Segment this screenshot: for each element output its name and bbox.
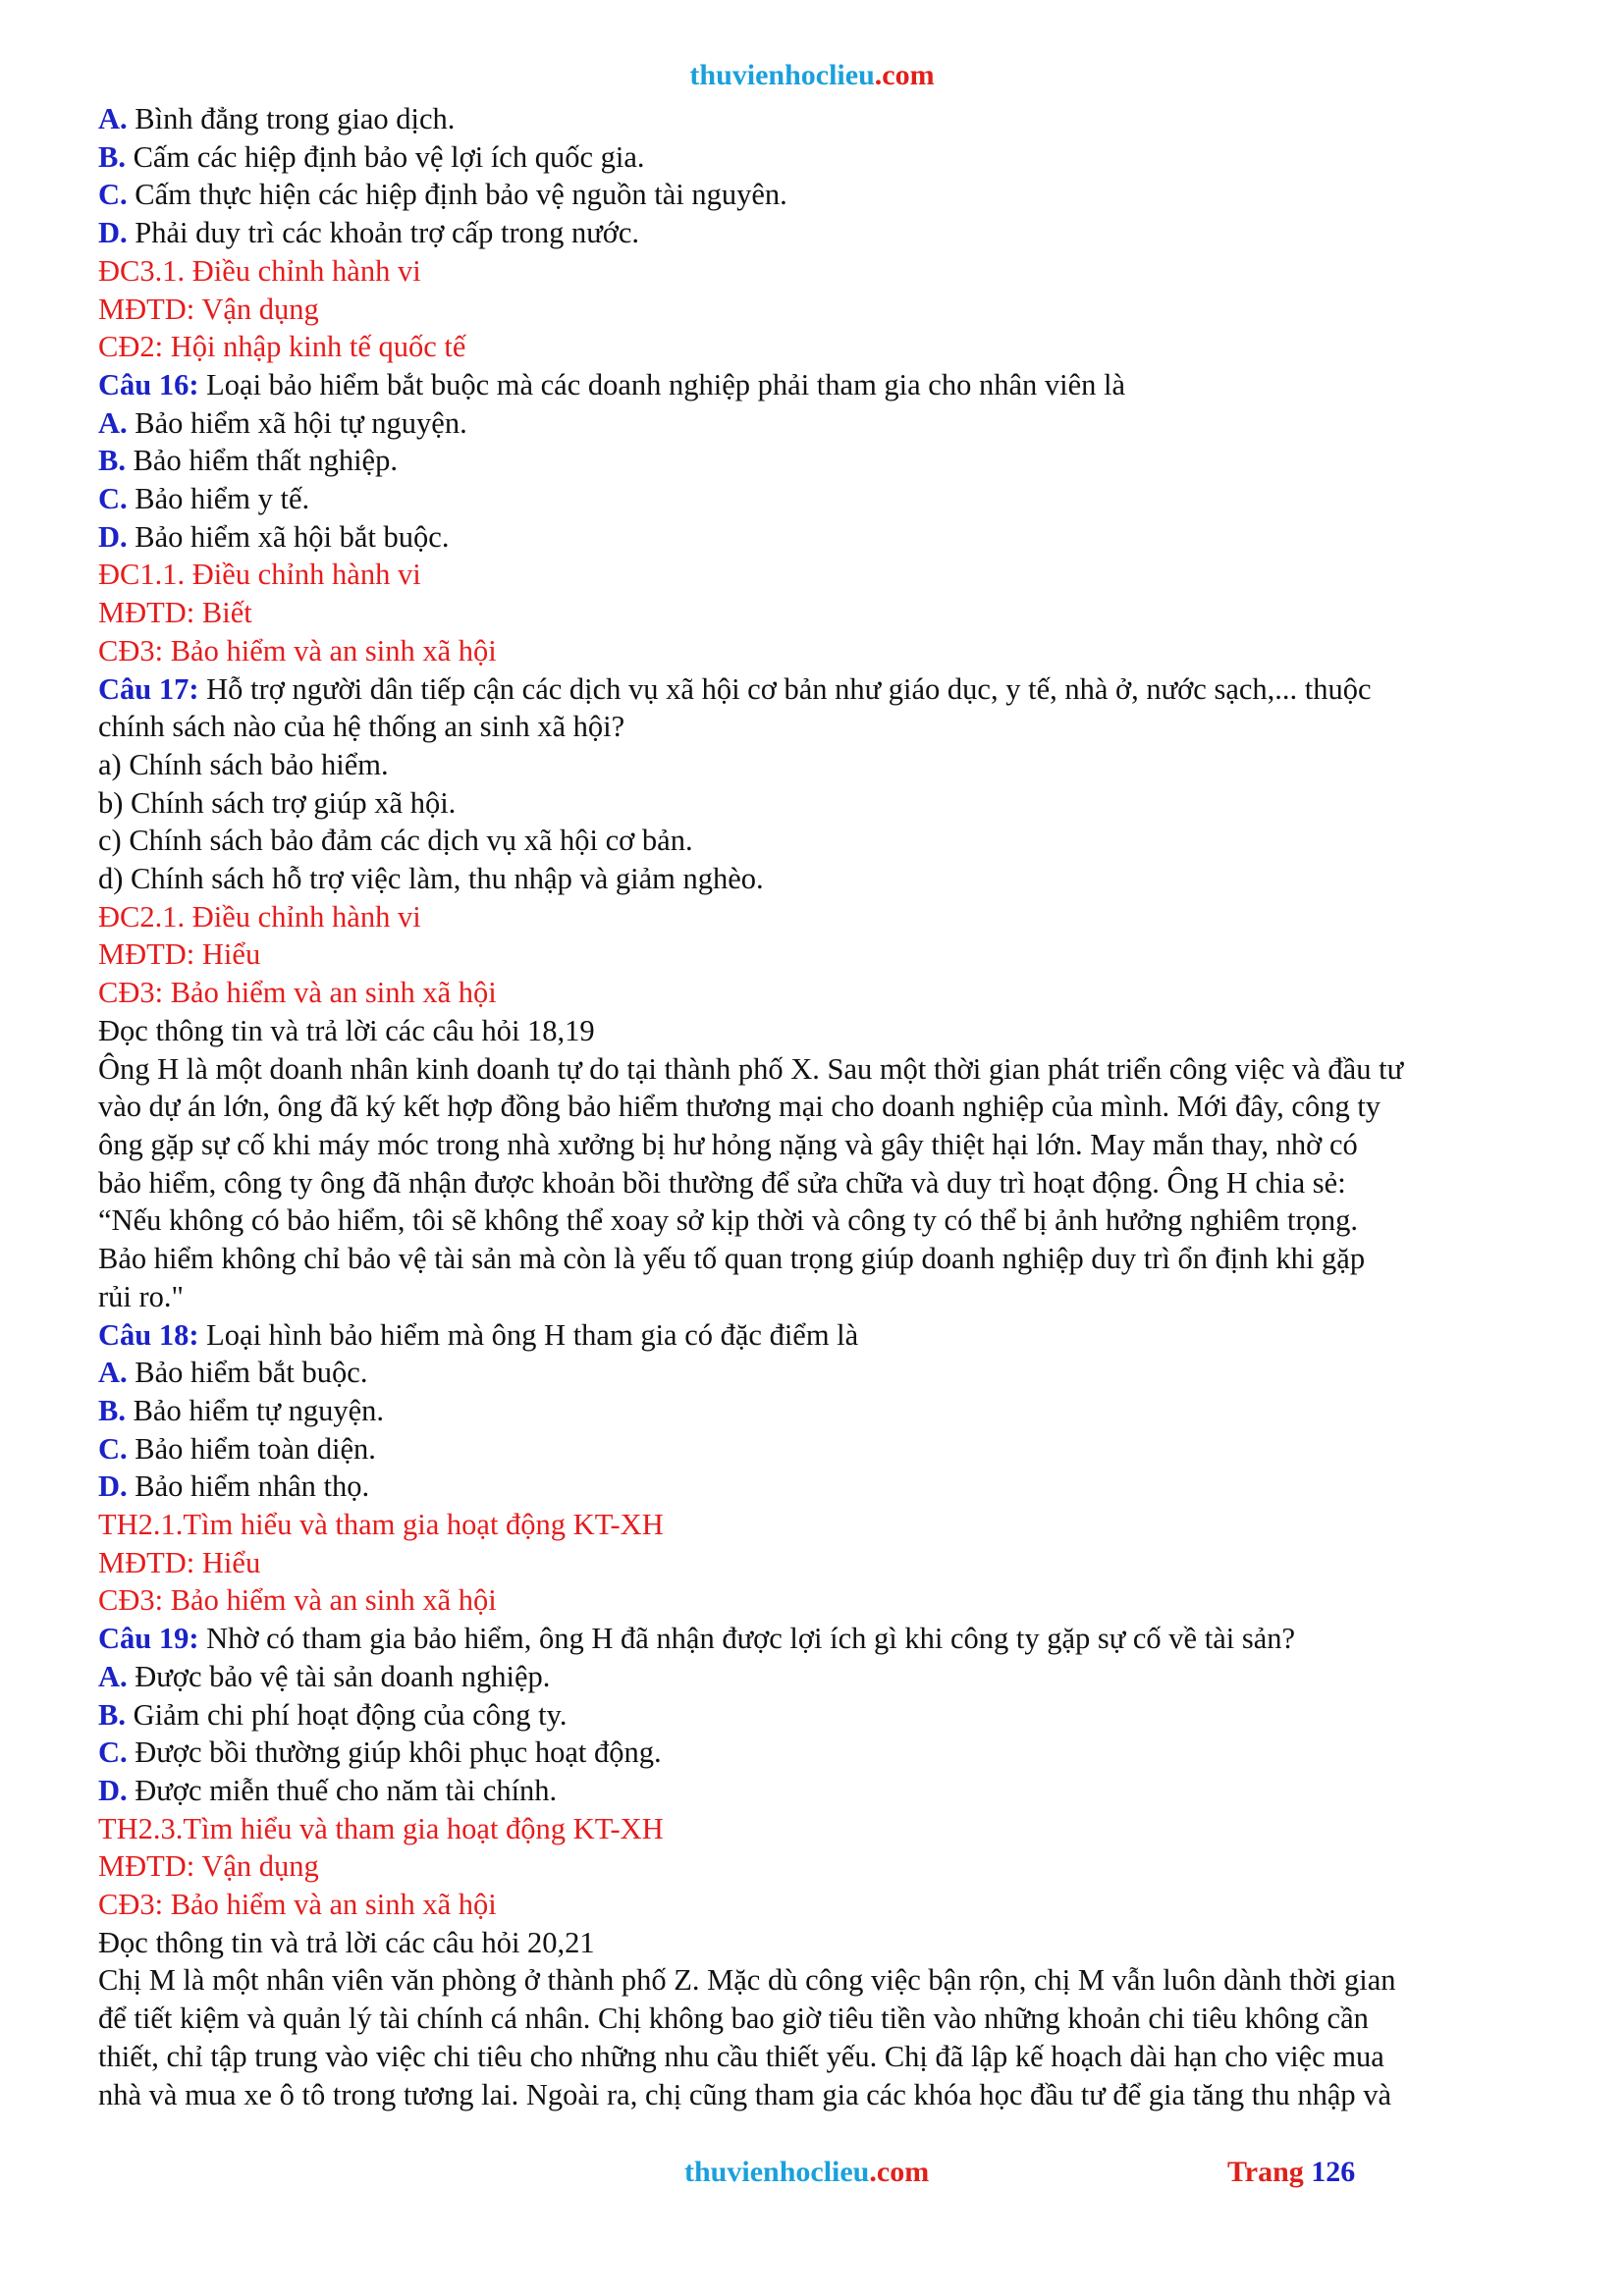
option-text: Được bồi thường giúp khôi phục hoạt động.: [127, 1735, 662, 1770]
answer-option: [98, 138, 1542, 177]
metadata-line: TH2.1.Tìm hiểu và tham gia hoạt động KT-XH: [98, 1508, 664, 1542]
option-text: Bảo hiểm toàn diện.: [127, 1431, 376, 1466]
text-line: “Nếu không có bảo hiểm, tôi sẽ không thể xoay sở kịp thời và công ty có thể bị ảnh hưởng nghiêm trọng.: [98, 1203, 1358, 1238]
text-line: b) Chính sách trợ giúp xã hội.: [98, 785, 457, 820]
footer-site: [684, 2156, 929, 2189]
option-letter: B.: [98, 444, 126, 478]
question-number: Câu 19:: [98, 1622, 199, 1656]
answer-option: [98, 1772, 1542, 1810]
question-line: [98, 1620, 1542, 1658]
document-body: [98, 100, 1542, 2113]
page-header: [0, 59, 1624, 92]
option-text: Giảm chi phí hoạt động của công ty.: [125, 1697, 568, 1732]
metadata-line: CĐ3: Bảo hiểm và an sinh xã hội: [98, 976, 497, 1010]
answer-option: [98, 176, 1542, 214]
question-text: Loại bảo hiểm bắt buộc mà các doanh nghiệp phải tham gia cho nhân viên là: [198, 367, 1126, 401]
option-text: Bình đẳng trong giao dịch.: [127, 102, 456, 135]
metadata-line: MĐTD: Vận dụng: [98, 292, 319, 326]
option-text: Được bảo vệ tài sản doanh nghiệp.: [127, 1659, 551, 1693]
text-line: Đọc thông tin và trả lời các câu hỏi 18,19: [98, 1013, 595, 1047]
question-line: [98, 1316, 1542, 1355]
metadata-line: MĐTD: Hiểu: [98, 937, 261, 972]
page-number-label: [1227, 2156, 1355, 2189]
option-letter: D.: [98, 216, 128, 250]
metadata-line: CĐ2: Hội nhập kinh tế quốc tế: [98, 330, 466, 364]
answer-option: [98, 404, 1542, 443]
metadata-line: ĐC1.1. Điều chỉnh hành vi: [98, 558, 421, 592]
question-text: Nhờ có tham gia bảo hiểm, ông H đã nhận được lợi ích gì khi công ty gặp sự cố về tài sản?: [198, 1622, 1296, 1656]
metadata-line: MĐTD: Biết: [98, 596, 252, 630]
metadata-line: TH2.3.Tìm hiểu và tham gia hoạt động KT-XH: [98, 1811, 664, 1845]
answer-option: [98, 214, 1542, 252]
page-word: Trang: [1227, 2156, 1304, 2188]
metadata-line: CĐ3: Bảo hiểm và an sinh xã hội: [98, 633, 497, 667]
text-line: a) Chính sách bảo hiểm.: [98, 747, 389, 781]
header-site-domain: .com: [874, 59, 935, 91]
option-letter: D.: [98, 519, 128, 554]
text-line: rủi ro.": [98, 1279, 184, 1313]
header-site-name: thuvienhoclieu: [689, 59, 875, 91]
text-line: để tiết kiệm và quản lý tài chính cá nhân. Chị không bao giờ tiêu tiền vào những khoản chi tiêu không cần: [98, 2002, 1369, 2036]
text-line: Bảo hiểm không chỉ bảo vệ tài sản mà còn là yếu tố quan trọng giúp doanh nghiệp duy trì ổn định khi gặp: [98, 1242, 1366, 1276]
option-letter: A.: [98, 405, 128, 440]
text-line: chính sách nào của hệ thống an sinh xã hội?: [98, 710, 625, 744]
option-letter: C.: [98, 482, 128, 516]
text-line: nhà và mua xe ô tô trong tương lai. Ngoài ra, chị cũng tham gia các khóa học đầu tư để gia tăng thu nhập và: [98, 2077, 1392, 2111]
answer-option: [98, 1430, 1542, 1468]
option-text: Bảo hiểm tự nguyện.: [125, 1393, 385, 1427]
answer-option: [98, 1392, 1542, 1430]
answer-option: [98, 100, 1542, 138]
metadata-line: ĐC3.1. Điều chỉnh hành vi: [98, 253, 421, 288]
text-line: c) Chính sách bảo đảm các dịch vụ xã hội cơ bản.: [98, 824, 693, 858]
text-line: vào dự án lớn, ông đã ký kết hợp đồng bảo hiểm thương mại cho doanh nghiệp của mình. Mới đây, công ty: [98, 1090, 1381, 1124]
text-line: Ông H là một doanh nhân kinh doanh tự do tại thành phố X. Sau một thời gian phát triển công việc và đầu tư: [98, 1051, 1404, 1086]
metadata-line: CĐ3: Bảo hiểm và an sinh xã hội: [98, 1888, 497, 1922]
metadata-line: CĐ3: Bảo hiểm và an sinh xã hội: [98, 1583, 497, 1618]
question-number: Câu 17:: [98, 671, 199, 706]
text-line: d) Chính sách hỗ trợ việc làm, thu nhập và giảm nghèo.: [98, 862, 764, 896]
question-number: Câu 16:: [98, 367, 199, 401]
text-line: ông gặp sự cố khi máy móc trong nhà xưởng bị hư hỏng nặng và gây thiệt hại lớn. May mắn thay, nhờ có: [98, 1127, 1358, 1161]
question-line: [98, 366, 1542, 404]
option-letter: C.: [98, 1431, 128, 1466]
answer-option: [98, 442, 1542, 480]
answer-option: [98, 1658, 1542, 1696]
option-text: Cấm thực hiện các hiệp định bảo vệ nguồn tài nguyên.: [127, 178, 787, 212]
footer-site-name: thuvienhoclieu: [684, 2156, 870, 2188]
metadata-line: MĐTD: Vận dụng: [98, 1849, 319, 1884]
option-letter: B.: [98, 139, 126, 174]
answer-option: [98, 518, 1542, 557]
question-number: Câu 18:: [98, 1317, 199, 1352]
question-text: Loại hình bảo hiểm mà ông H tham gia có đặc điểm là: [198, 1317, 859, 1352]
answer-option: [98, 1734, 1542, 1772]
option-text: Cấm các hiệp định bảo vệ lợi ích quốc gia.: [125, 139, 645, 174]
option-letter: C.: [98, 1735, 128, 1770]
option-letter: C.: [98, 178, 128, 212]
option-text: Bảo hiểm xã hội tự nguyện.: [127, 405, 467, 440]
question-text: Hỗ trợ người dân tiếp cận các dịch vụ xã hội cơ bản như giáo dục, y tế, nhà ở, nước sạch,... thuộc: [198, 671, 1372, 706]
metadata-line: MĐTD: Hiểu: [98, 1545, 261, 1579]
answer-option: [98, 480, 1542, 518]
answer-option: [98, 1468, 1542, 1506]
option-text: Phải duy trì các khoản trợ cấp trong nước.: [127, 216, 640, 250]
option-text: Bảo hiểm xã hội bắt buộc.: [127, 519, 450, 554]
text-line: thiết, chỉ tập trung vào việc chi tiêu cho những nhu cầu thiết yếu. Chị đã lập kế hoạch dài hạn cho việc mua: [98, 2039, 1384, 2073]
answer-option: [98, 1354, 1542, 1392]
option-text: Được miễn thuế cho năm tài chính.: [127, 1773, 558, 1807]
option-letter: D.: [98, 1773, 128, 1807]
option-text: Bảo hiểm nhân thọ.: [127, 1469, 370, 1504]
option-letter: A.: [98, 1659, 128, 1693]
answer-option: [98, 1696, 1542, 1735]
page-number: 126: [1311, 2156, 1356, 2188]
text-line: bảo hiểm, công ty ông đã nhận được khoản bồi thường để sửa chữa và duy trì hoạt động. Ông H chia sẻ:: [98, 1165, 1346, 1200]
footer-site-domain: .com: [869, 2156, 930, 2188]
option-letter: B.: [98, 1697, 126, 1732]
option-text: Bảo hiểm thất nghiệp.: [125, 444, 398, 478]
metadata-line: ĐC2.1. Điều chỉnh hành vi: [98, 899, 421, 934]
option-letter: B.: [98, 1393, 126, 1427]
text-line: Chị M là một nhân viên văn phòng ở thành phố Z. Mặc dù công việc bận rộn, chị M vẫn luôn dành thời gian: [98, 1963, 1396, 1998]
option-text: Bảo hiểm bắt buộc.: [127, 1356, 368, 1390]
option-letter: D.: [98, 1469, 128, 1504]
option-letter: A.: [98, 1356, 128, 1390]
question-line: [98, 670, 1542, 709]
text-line: Đọc thông tin và trả lời các câu hỏi 20,21: [98, 1925, 595, 1959]
option-text: Bảo hiểm y tế.: [127, 482, 310, 516]
option-letter: A.: [98, 102, 128, 135]
